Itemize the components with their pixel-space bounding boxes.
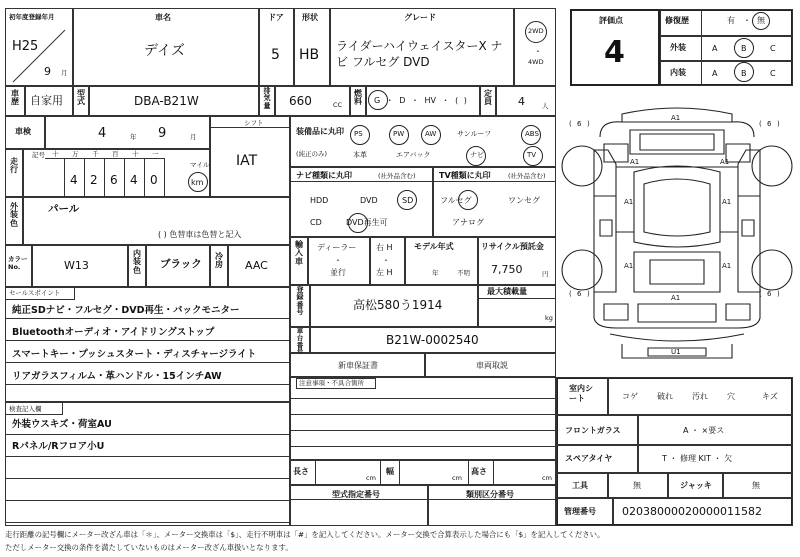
seat-item: キズ bbox=[762, 392, 778, 401]
dims-height-label: 高さ bbox=[471, 467, 487, 476]
jack-label: ジャッキ bbox=[680, 481, 712, 490]
windshield-label: フロントガラス bbox=[565, 426, 621, 435]
svg-text:(: ( bbox=[759, 290, 762, 298]
notes-rule bbox=[290, 398, 556, 399]
reg-year-label: 初年度登録年月 bbox=[9, 13, 55, 21]
vehicle-class-label: 車歴 bbox=[11, 89, 19, 107]
navi-header-rule bbox=[290, 167, 433, 182]
damage-mark: A1 bbox=[630, 158, 640, 166]
sales-rule bbox=[5, 384, 290, 385]
mileage-label: 走行 bbox=[10, 157, 18, 175]
import-right: 右 H bbox=[376, 243, 393, 252]
spare-value: T ・ 修理 KIT ・ 欠 bbox=[662, 454, 733, 463]
equipment-item: AW bbox=[425, 130, 437, 138]
interior-c: C bbox=[770, 69, 776, 78]
inspector-label: 検査記入欄 bbox=[9, 405, 42, 413]
color-note: ( ) 色替車は色替と記入 bbox=[158, 230, 242, 239]
dims-width-label: 幅 bbox=[386, 467, 394, 476]
tv-oneseg: ワンセグ bbox=[508, 196, 540, 205]
reg-month-unit: 月 bbox=[61, 69, 68, 77]
equipment-label: 装備品に丸印 bbox=[296, 127, 344, 136]
svg-text:(: ( bbox=[759, 120, 762, 128]
shift-label-rule bbox=[210, 116, 290, 128]
equipment-item: TV bbox=[527, 151, 537, 159]
shift-value: IAT bbox=[236, 153, 258, 169]
fuel-label: 燃料 bbox=[354, 89, 362, 107]
inspector-rule bbox=[5, 456, 290, 457]
mile-label: マイル bbox=[190, 161, 210, 169]
svg-text:(: ( bbox=[569, 290, 572, 298]
shape-value: HB bbox=[299, 47, 320, 63]
grade-label: グレード bbox=[404, 13, 436, 22]
import-dot1: ・ bbox=[334, 256, 342, 265]
damage-mark: A1 bbox=[671, 114, 681, 122]
int-color-value: ブラック bbox=[160, 258, 202, 270]
chassis-label: 車台番号 bbox=[296, 327, 304, 356]
new-warranty: 新車保証書 bbox=[338, 361, 378, 370]
dims-height-unit: cm bbox=[542, 474, 552, 482]
import-left: 左 H bbox=[376, 268, 393, 277]
chassis-value: B21W-0002540 bbox=[386, 333, 479, 347]
seat-item: 破れ bbox=[657, 392, 673, 401]
capacity-cell bbox=[496, 86, 556, 116]
tv-fullseg: フルセグ bbox=[440, 196, 472, 205]
inspection-cell bbox=[45, 116, 210, 149]
spare-label: スペアタイヤ bbox=[565, 454, 613, 463]
navi-cd: CD bbox=[310, 218, 322, 227]
navi-label: ナビ種類に丸印 bbox=[296, 171, 352, 180]
class-no-label: 類別区分番号 bbox=[466, 490, 514, 499]
mileage-col bbox=[45, 158, 65, 197]
repair-no: 無 bbox=[757, 16, 765, 25]
fuel-options: G ・ D ・ HV ・ ( ) bbox=[374, 96, 467, 105]
damage-mark: A1 bbox=[624, 262, 634, 270]
color-value: パール bbox=[48, 203, 80, 215]
car-name-label: 車名 bbox=[155, 13, 171, 22]
ac-label: 冷房 bbox=[215, 252, 223, 270]
exterior-label: 外装 bbox=[670, 43, 686, 52]
damage-mark: A1 bbox=[671, 294, 681, 302]
import-dot2: ・ bbox=[382, 256, 390, 265]
svg-text:): ) bbox=[777, 290, 780, 298]
damage-mark: A1 bbox=[624, 198, 634, 206]
seat-label: 室内シート bbox=[569, 384, 593, 404]
tv-header-rule bbox=[433, 167, 556, 182]
plate-value: 高松580う1914 bbox=[353, 298, 443, 312]
inspector-rule bbox=[5, 434, 290, 435]
score-label: 評価点 bbox=[599, 16, 623, 25]
equipment-item: PW bbox=[393, 130, 405, 138]
model-year-unknown: 不明 bbox=[457, 269, 470, 277]
model-type-value: DBA-B21W bbox=[134, 94, 199, 108]
exterior-b: B bbox=[741, 44, 747, 53]
tools-value: 無 bbox=[633, 481, 641, 490]
inspector-rule bbox=[5, 500, 290, 501]
mileage-unit: 万 bbox=[72, 150, 79, 158]
dims-width-unit: cm bbox=[452, 474, 462, 482]
max-load-label: 最大積載量 bbox=[487, 287, 527, 296]
inspector-rule bbox=[5, 478, 290, 479]
type-no-header-rule bbox=[290, 485, 428, 500]
interior-b: B bbox=[741, 69, 747, 78]
interior-a: A bbox=[712, 69, 718, 78]
plate-label: 登録番号 bbox=[296, 286, 304, 317]
mileage-digit: 6 bbox=[110, 173, 118, 187]
navi-dvd: DVD bbox=[360, 196, 378, 205]
inspector-line: Rパネル/Rフロア小U bbox=[12, 441, 105, 452]
windshield-value: A ・ ×要ス bbox=[683, 426, 725, 435]
displacement-value: 660 bbox=[289, 94, 312, 108]
shift-label: シフト bbox=[244, 119, 264, 127]
interior-label: 内装 bbox=[670, 68, 686, 77]
equipment-item: ABS bbox=[525, 130, 539, 138]
max-load-unit: kg bbox=[545, 314, 553, 322]
model-year-year: 年 bbox=[432, 269, 439, 277]
dims-cell bbox=[290, 460, 556, 485]
svg-text:(: ( bbox=[569, 120, 572, 128]
footer-line1: 走行距離の記号欄にメーター改ざん車は「＊」、メーター交換車は「$」、走行不明車は「#」を記入してください。メーター交換で合算表示した場合にも「$」を記入してください。 bbox=[5, 530, 605, 539]
damage-mark: U1 bbox=[671, 348, 681, 356]
damage-mark: A1 bbox=[722, 198, 732, 206]
shape-label: 形状 bbox=[302, 13, 318, 22]
doors-value: 5 bbox=[271, 47, 280, 63]
model-year-label: モデル年式 bbox=[414, 242, 454, 251]
notes-cell bbox=[290, 377, 556, 460]
ac-value: AAC bbox=[245, 259, 268, 272]
navi-sd: SD bbox=[402, 196, 414, 205]
car-name-value: デイズ bbox=[144, 43, 185, 59]
mileage-unit: 十 bbox=[52, 150, 59, 158]
svg-text:): ) bbox=[587, 120, 590, 128]
car-damage-diagram bbox=[560, 92, 794, 377]
drive-dot: ・ bbox=[534, 47, 542, 56]
sales-point-line: リアガラスフィルム・革ハンドル・15インチAW bbox=[12, 371, 222, 382]
mileage-unit: 百 bbox=[112, 150, 119, 158]
sales-rule bbox=[5, 362, 290, 363]
inspector-rule bbox=[5, 522, 290, 523]
repair-sep: ・ bbox=[743, 16, 751, 25]
svg-text:6: 6 bbox=[767, 290, 772, 298]
inspection-year-unit: 年 bbox=[130, 133, 137, 141]
svg-text:6: 6 bbox=[577, 290, 582, 298]
exterior-a: A bbox=[712, 44, 718, 53]
mgmt-value: 02038000020000011582 bbox=[622, 505, 762, 518]
mileage-unit: 千 bbox=[92, 150, 99, 158]
tv-label: TV種類に丸印 bbox=[439, 171, 491, 180]
equipment-item: 本革 bbox=[353, 151, 367, 159]
displacement-label: 排気量 bbox=[263, 87, 271, 110]
seat-item: 穴 bbox=[727, 392, 735, 401]
notes-rule bbox=[290, 446, 556, 447]
svg-text:6: 6 bbox=[767, 120, 772, 128]
import-parallel: 並行 bbox=[330, 268, 346, 277]
notes-rule bbox=[290, 430, 556, 431]
int-color-label: 内装色 bbox=[133, 249, 141, 275]
inspection-label: 車検 bbox=[15, 127, 31, 136]
type-no-label: 型式指定番号 bbox=[332, 490, 380, 499]
sales-point-line: 純正SDナビ・フルセグ・DVD再生・バックモニター bbox=[12, 305, 240, 316]
equipment-sub: (純正のみ) bbox=[296, 150, 328, 158]
mileage-digit: 2 bbox=[90, 173, 98, 187]
recycle-value: 7,750 bbox=[491, 263, 523, 276]
recycle-unit: 円 bbox=[542, 270, 549, 278]
score-value: 4 bbox=[604, 35, 625, 70]
equipment-item: エアバック bbox=[396, 151, 431, 159]
footer-line2: ただしメーター交換の条件を満たしていないものはメーター改ざん車扱いとなります。 bbox=[5, 543, 293, 552]
sales-rule bbox=[5, 318, 290, 319]
manual: 車両取説 bbox=[476, 361, 508, 370]
repair-label: 修復歴 bbox=[665, 16, 689, 25]
color-no-label: カラーNo. bbox=[8, 255, 28, 271]
drive-4wd: 4WD bbox=[528, 58, 544, 66]
equipment-item: サンルーフ bbox=[457, 130, 492, 138]
displacement-unit: CC bbox=[333, 101, 343, 109]
inspection-month: 9 bbox=[158, 126, 167, 141]
tools-label: 工具 bbox=[572, 481, 588, 490]
seat-item: コゲ bbox=[622, 392, 638, 401]
damage-mark: A1 bbox=[720, 158, 730, 166]
import-dealer: ディーラー bbox=[317, 243, 357, 252]
drive-2wd: 2WD bbox=[528, 27, 544, 35]
mileage-unit: 十 bbox=[132, 150, 139, 158]
recycle-label: リサイクル預託金 bbox=[481, 242, 544, 251]
svg-text:): ) bbox=[777, 120, 780, 128]
inspector-line: 外装ウスキズ・荷室AU bbox=[12, 419, 112, 430]
mileage-digit: 4 bbox=[70, 173, 78, 187]
class-no-header-rule bbox=[428, 485, 556, 500]
notes-rule bbox=[290, 414, 556, 415]
svg-text:6: 6 bbox=[577, 120, 582, 128]
sales-points-label: セールスポイント bbox=[9, 289, 61, 297]
capacity-unit: 人 bbox=[542, 102, 549, 110]
mileage-digit: 4 bbox=[130, 173, 138, 187]
exterior-c: C bbox=[770, 44, 776, 53]
tv-sub: (社外品含む) bbox=[508, 172, 546, 180]
damage-mark: A1 bbox=[722, 262, 732, 270]
navi-hdd: HDD bbox=[310, 196, 329, 205]
import-label: 輸入車 bbox=[295, 240, 303, 266]
navi-dvdplay: DVD再生可 bbox=[346, 218, 388, 227]
equipment-item: ナビ bbox=[470, 151, 484, 159]
doors-label: ドア bbox=[268, 13, 284, 22]
inspection-month-unit: 月 bbox=[190, 133, 197, 141]
sales-point-line: スマートキー・プッシュスタート・ディスチャージライト bbox=[12, 349, 257, 360]
equipment-item: PS bbox=[354, 130, 363, 138]
dims-length-unit: cm bbox=[366, 474, 376, 482]
km-label: km bbox=[191, 178, 204, 187]
color-label: 外装色 bbox=[10, 202, 18, 228]
mileage-unit: 一 bbox=[152, 150, 159, 158]
svg-text:): ) bbox=[587, 290, 590, 298]
mileage-sub-label: 記号 bbox=[32, 151, 45, 159]
mgmt-label: 管理番号 bbox=[564, 507, 596, 516]
jack-value: 無 bbox=[752, 481, 760, 490]
inspection-year: 4 bbox=[98, 126, 107, 141]
color-no-value: W13 bbox=[64, 259, 89, 272]
mileage-digit: 0 bbox=[150, 173, 158, 187]
reg-month: 9 bbox=[44, 65, 51, 78]
dims-length-label: 長さ bbox=[293, 467, 309, 476]
vehicle-class-value: 自家用 bbox=[30, 94, 63, 107]
grade-value: ライダーハイウェイスターX ナビ フルセグ DVD bbox=[336, 39, 503, 69]
sales-rule bbox=[5, 340, 290, 341]
navi-sub: (社外品含む) bbox=[378, 172, 416, 180]
reg-era-year: H25 bbox=[12, 39, 39, 54]
notes-label: 注意事項・不具合箇所 bbox=[299, 379, 364, 387]
tv-analog: アナログ bbox=[452, 218, 484, 227]
capacity-label: 定員 bbox=[484, 89, 492, 107]
seat-item: 汚れ bbox=[692, 392, 708, 401]
capacity-value: 4 bbox=[518, 95, 525, 108]
model-type-label: 型式 bbox=[77, 89, 85, 107]
sales-point-line: Bluetoothオーディオ・アイドリングストップ bbox=[12, 327, 215, 338]
repair-yes: 有 bbox=[727, 16, 735, 25]
